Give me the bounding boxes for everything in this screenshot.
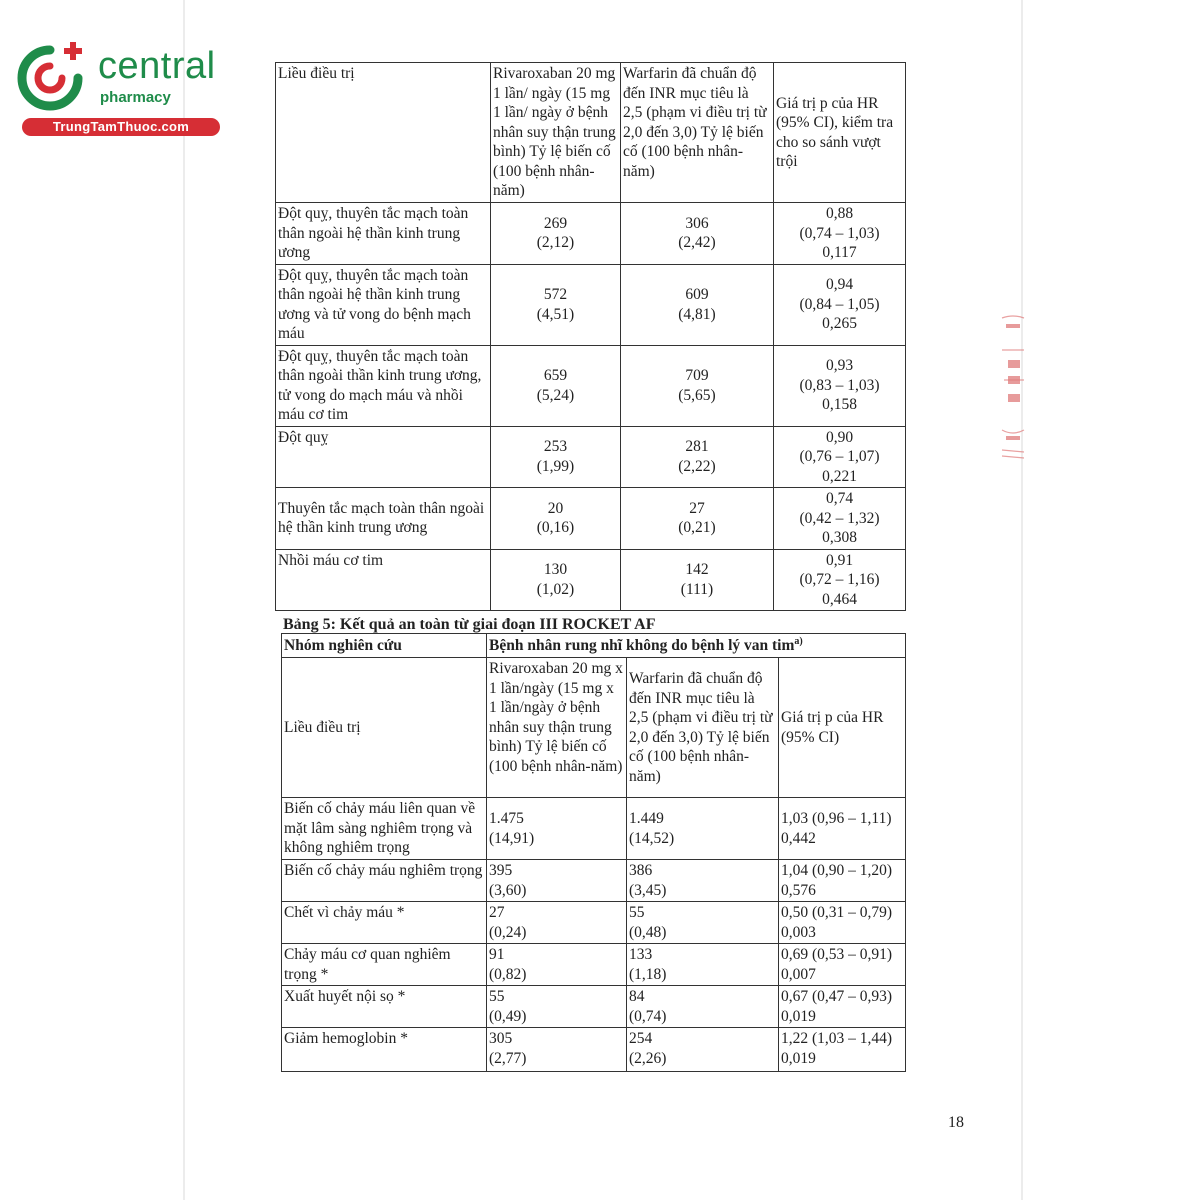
row-label: Đột quỵ, thuyên tắc mạch toàn thân ngoài hệ thần kinh trung ương và tử vong do bệnh mạch máu: [276, 264, 491, 345]
table-row: [282, 944, 906, 986]
row-label: Xuất huyết nội sọ *: [282, 986, 487, 1028]
table-row: [276, 345, 906, 426]
table-row: [276, 264, 906, 345]
efficacy-table: [275, 62, 906, 611]
warf-cell: 609 (4,81): [621, 264, 774, 345]
page-number: 18: [948, 1114, 964, 1131]
table-row: [282, 860, 906, 902]
page-edge-right: [1021, 0, 1023, 1200]
warf-cell: 254 (2,26): [627, 1028, 779, 1072]
header-rivaroxaban: Rivaroxaban 20 mg x 1 lần/ngày (15 mg x 1 lần/ngày ở bệnh nhân suy thận trung bình) Tỷ lệ biến cố (100 bệnh nhân-năm): [487, 658, 627, 798]
warf-cell: 133 (1,18): [627, 944, 779, 986]
warf-cell: 142 (111): [621, 549, 774, 611]
table-caption: Bảng 5: Kết quả an toàn từ giai đoạn III ROCKET AF: [283, 616, 656, 633]
group-row: [282, 634, 906, 658]
riva-cell: 572 (4,51): [491, 264, 621, 345]
row-label: Chảy máu cơ quan nghiêm trọng *: [282, 944, 487, 986]
table-row: [282, 1028, 906, 1072]
hr-cell: 1,03 (0,96 – 1,11) 0,442: [779, 798, 906, 860]
riva-cell: 305 (2,77): [487, 1028, 627, 1072]
brand-logo[interactable]: [10, 38, 215, 138]
riva-cell: 253 (1,99): [491, 426, 621, 488]
header-warfarin: Warfarin đã chuẩn độ đến INR mục tiêu là 2,5 (phạm vi điều trị từ 2,0 đến 3,0) Tỷ lệ biến cố (100 bệnh nhân-năm): [627, 658, 779, 798]
brand-name: central: [98, 45, 216, 87]
hr-cell: 0,74 (0,42 – 1,32) 0,308: [774, 488, 906, 550]
hr-cell: 0,90 (0,76 – 1,07) 0,221: [774, 426, 906, 488]
header-dose: Liều điều trị: [282, 658, 487, 798]
row-label: Đột quỵ, thuyên tắc mạch toàn thân ngoài hệ thần kinh trung ương: [276, 203, 491, 265]
table-row: [282, 798, 906, 860]
warf-cell: 55 (0,48): [627, 902, 779, 944]
group-value: Bệnh nhân rung nhĩ không do bệnh lý van tim$^{a)}$: [487, 634, 906, 658]
table-header-row: [276, 63, 906, 203]
warf-cell: 306 (2,42): [621, 203, 774, 265]
hr-cell: 0,88 (0,74 – 1,03) 0,117: [774, 203, 906, 265]
page-edge-left: [183, 0, 185, 1200]
hr-cell: 0,50 (0,31 – 0,79) 0,003: [779, 902, 906, 944]
header-dose: Liều điều trị: [276, 63, 491, 203]
warf-cell: 27 (0,21): [621, 488, 774, 550]
table-row: [276, 549, 906, 611]
table-row: [276, 488, 906, 550]
riva-cell: 55 (0,49): [487, 986, 627, 1028]
hr-cell: 1,04 (0,90 – 1,20) 0,576: [779, 860, 906, 902]
row-label: Chết vì chảy máu *: [282, 902, 487, 944]
riva-cell: 1.475 (14,91): [487, 798, 627, 860]
hr-cell: 0,67 (0,47 – 0,93) 0,019: [779, 986, 906, 1028]
header-p-value: Giá trị p của HR (95% CI), kiểm tra cho so sánh vượt trội: [774, 63, 906, 203]
riva-cell: 395 (3,60): [487, 860, 627, 902]
hr-cell: 0,94 (0,84 – 1,05) 0,265: [774, 264, 906, 345]
riva-cell: 27 (0,24): [487, 902, 627, 944]
riva-cell: 91 (0,82): [487, 944, 627, 986]
warf-cell: 386 (3,45): [627, 860, 779, 902]
row-label: Đột quỵ, thuyên tắc mạch toàn thân ngoài thần kinh trung ương, tử vong do mạch máu và nhồi máu cơ tim: [276, 345, 491, 426]
row-label: Biến cố chảy máu nghiêm trọng: [282, 860, 487, 902]
table-row: [276, 203, 906, 265]
hr-cell: 0,91 (0,72 – 1,16) 0,464: [774, 549, 906, 611]
riva-cell: 130 (1,02): [491, 549, 621, 611]
warf-cell: 1.449 (14,52): [627, 798, 779, 860]
hr-cell: 0,69 (0,53 – 0,91) 0,007: [779, 944, 906, 986]
riva-cell: 269 (2,12): [491, 203, 621, 265]
table-row: [282, 902, 906, 944]
row-label: Thuyên tắc mạch toàn thân ngoài hệ thần kinh trung ương: [276, 488, 491, 550]
table-header-row: [282, 658, 906, 798]
row-label: Đột quỵ: [276, 426, 491, 488]
header-rivaroxaban: Rivaroxaban 20 mg 1 lần/ ngày (15 mg 1 lần/ ngày ở bệnh nhân suy thận trung bình) Tỷ lệ biến cố (100 bệnh nhân-năm): [491, 63, 621, 203]
group-label: Nhóm nghiên cứu: [282, 634, 487, 658]
warf-cell: 709 (5,65): [621, 345, 774, 426]
row-label: Biến cố chảy máu liên quan về mặt lâm sàng nghiêm trọng và không nghiêm trọng: [282, 798, 487, 860]
hr-cell: 1,22 (1,03 – 1,44) 0,019: [779, 1028, 906, 1072]
brand-subtitle: pharmacy: [100, 89, 171, 106]
header-warfarin: Warfarin đã chuẩn độ đến INR mục tiêu là 2,5 (phạm vi điều trị từ 2,0 đến 3,0) Tỷ lệ biến cố (100 bệnh nhân-năm): [621, 63, 774, 203]
table-row: [276, 426, 906, 488]
hr-cell: 0,93 (0,83 – 1,03) 0,158: [774, 345, 906, 426]
red-stamp-fragment-icon: [998, 300, 1028, 470]
header-p-value: Giá trị p của HR (95% CI): [779, 658, 906, 798]
safety-table: [281, 633, 906, 1072]
brand-site: TrungTamThuoc.com: [22, 118, 220, 136]
warf-cell: 281 (2,22): [621, 426, 774, 488]
table-row: [282, 986, 906, 1028]
row-label: Giảm hemoglobin *: [282, 1028, 487, 1072]
riva-cell: 20 (0,16): [491, 488, 621, 550]
riva-cell: 659 (5,24): [491, 345, 621, 426]
warf-cell: 84 (0,74): [627, 986, 779, 1028]
central-pharmacy-logo-icon: [10, 38, 90, 118]
row-label: Nhồi máu cơ tim: [276, 549, 491, 611]
